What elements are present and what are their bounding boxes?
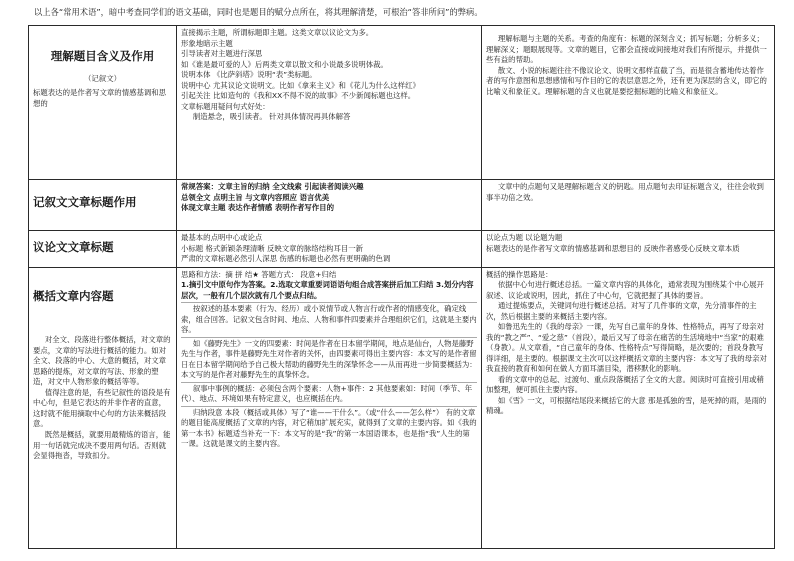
explanation-paragraph: 看的文章中的总起、过渡句、重点段落概括了全文的大意。阅读时可直接引用或稍加整理，便可抓住主要内容。 [486,374,764,395]
answer-point: 总领全文 点明主旨 与文章内容照应 语言优美 [181,192,330,202]
answer-points-cell [177,26,482,180]
answer-point: 归纳段意 本段（概括或具体）写了“谁——干什么”。（或“什么——怎么样”） 有的文章的题目能高度概括了文章的内容，对它稍加扩展充实，就得到了文章的主要内容。如《我的第一本书》标题适当补充一下：本文写的是“我”的第一本国语课本，也是指“我”人生的第一课。这就是课文的主要内容。 [181,407,477,449]
answer-point: 叙事中事例的概括：必须包含两个要素：人物+事件：2 其他要素如：时间（季节、年代）、地点、环境如果有特定意义，也应概括在内。 [181,382,477,405]
answer-point: 1.摘引文中原句作为答案。2.选取文章重要词语语句组合成答案拼后加工归结 3.划分内容层次，一般有几个层次就有几个要点归结。 [181,280,474,300]
heading-note: 标题表达的是作者写文章的情感基调和思想的 [33,88,167,108]
explanation-paragraph: 标题表达的是作者写文章的情感基调和思想目的 反映作者感受心反映文章本质 [486,243,740,253]
answer-point: 体现文章主题 表达作者情感 表明作者写作目的 [181,203,334,213]
explanation-paragraph: 理解标题与主题的关系。考查的角度有：标题的深刻含义；抓写标题；分析多义；理解深义；题眼展现等。文章的题目，它都会直接或间接地对我们有所提示，并提供一些有益的帮助。 [486,34,767,65]
answer-points-cell [177,267,482,548]
answer-point: 制造悬念，吸引读者。 针对具体情况再具体解答 [192,112,351,122]
answer-point: 引导读者对主题进行深思 [181,49,263,59]
row-heading: 记叙文文章标题作用 [33,195,137,209]
explanation-paragraph: 如鲁迅先生的《我的母亲》一课，先写自己童年的身体、性格特点，再写了母亲对我的“教之严”、“爱之慈”（首段），最后又写了母亲在痛苦的生活境地中“当家”的艰难（身教）。从文章看，“自己童年的身体、性格特点”写得简略，是次要的；首段身教写得详细，是主要的。根据课文主次可以这样概括文章的主要内容：本文写了我的母亲对我直接的教育和如何在做人方面耳濡目染，潜移默化的影响。 [486,322,767,374]
explanation-paragraph: 概括的操作思路是： [486,269,553,279]
skill-description: 值得注意的是，有些记叙性的语段是有中心句，但是它表达的并非作者的直意，这时就不能用摘取中心句的方法来概括段意。 [33,387,171,429]
explanation-cell [482,26,775,180]
table-row [29,180,775,231]
answer-point: 严肃的文章标题必然引人深思 伤感的标题也必然有更明确的色调 [181,254,391,264]
row-heading-cell [29,267,177,548]
answer-point: 小标题 格式新颖条理清晰 反映文章的脉络结构耳目一新 [181,243,364,253]
table-row [29,231,775,268]
explanation-paragraph: 通过提炼要点，关键词句进行概述总括。对写了几件事的文章，先分清事件的主次，然后根据主要的来概括主要内容。 [486,301,757,321]
row-heading-cell [29,26,177,180]
genre-label: （记叙文） [84,73,121,83]
table-row [29,26,775,180]
explanation-paragraph: 依据中心句进行概述总括。一篇文章内容的具体化，通常表现为围绕某个中心展开叙述、议论或说明，因此，抓住了中心句，它就把握了具体的要旨。 [486,280,764,300]
answer-point: 文章标题用疑问句式好处： [181,101,270,111]
explanation-paragraph: 以论点为题 以论题为题 [486,233,563,242]
answer-point: 常规答案：文章主旨的归纳 全文线索 引起读者阅读兴趣 [181,182,364,191]
skill-description: 既然是概括，就要用最精炼的语言，能用一句话就完成决不要用两句话。否则就会显得拖沓，导致扣分。 [33,429,171,461]
answer-points-cell [177,180,482,231]
explanation-paragraph: 文章中的点题句又是理解标题含义的钥匙。用点题句去印证标题含义，往往会收到事半功倍之效。 [486,182,764,202]
answer-point: 思路和方法：摘 拼 结★ 答题方式： 段意+归结 [181,269,337,279]
answer-points-cell [177,231,482,268]
explanation-cell [482,231,775,268]
answer-point: 说明中心 尤其议论文说明文。比如《拿来主义》和《花儿为什么这样红》 [181,80,420,90]
answer-point: 如《藤野先生》一文的四要素：时间是作者在日本留学期间，地点是仙台，人物是藤野先生与作者，事件是藤野先生对作者的关怀，由四要素可得出主要内容：本文写的是作者留日在日本留学期间给予自己极大帮助的藤野先生的深挚怀念——从而再进一步简要概括为：本文写的是作者对藤野先生的真挚怀念。 [181,338,477,380]
row-heading: 理解题目含义及作用 [50,49,155,63]
row-heading: 概括文章内容题 [33,288,114,303]
row-heading: 议论文文章标题 [33,240,114,254]
explanation-paragraph: 如《雪》一文，可根据结尾段来概括它的大意 那是孤独的雪，是死掉的雨，是雨的精魂。 [486,395,767,416]
answer-point: 形象地暗示主题 [181,38,233,48]
answer-point: 按叙述的基本要素（行为、经历）或小说情节或人物言行或作者的情感变化，确定线索，组合回答。记叙文包含时间、地点、人物和事件四要素并合理组织它们，这就是主要内容。 [181,304,477,335]
explanation-cell [482,267,775,548]
answer-point: 如《谁是最可爱的人》后两类文章以散文和小说最多说明体裁。 [181,59,388,69]
answer-point: 引起关注 比如造句的《我和XX不得不说的故事》不少新闻标题也这样。 [181,91,416,101]
explanation-paragraph: 散文、小说的标题往往不像议论文、说明文那样直截了当，而是很含蓄地传达着作者的写作意图和思想感情和写作目的它的表层意思之外，还有更为深层的含义，即它的比喻义和象征义。理解标题的含义也就是要挖掘标题的比喻义和象征义。 [486,65,767,96]
answer-point: 最基本的点明中心或论点 [181,233,263,242]
summary-table [28,25,775,549]
answer-point: 直接揭示主题，所谓标题即主题。这类文章以议论文为多。 [181,28,374,37]
row-heading-cell [29,180,177,231]
skill-description: 对全文、段落进行整体概括，对文章的要点，文章的写法进行概括的能力。如对全文、段落的中心、大意的概括，对文章思路的提炼，对文章的写法、形象的塑造，对文中人物形象的概括等等。 [33,335,171,387]
table-row [29,267,775,548]
answer-point: 说明本体 《比萨斜塔》说明“表”类标题。 [181,70,317,80]
row-heading-cell [29,231,177,268]
intro-text: 以上各“常用术语”，暗中考查同学们的语文基础，同时也是题目的赋分点所在，将其理解清楚，可根治“答非所问”的弊病。 [34,7,483,17]
explanation-cell [482,180,775,231]
